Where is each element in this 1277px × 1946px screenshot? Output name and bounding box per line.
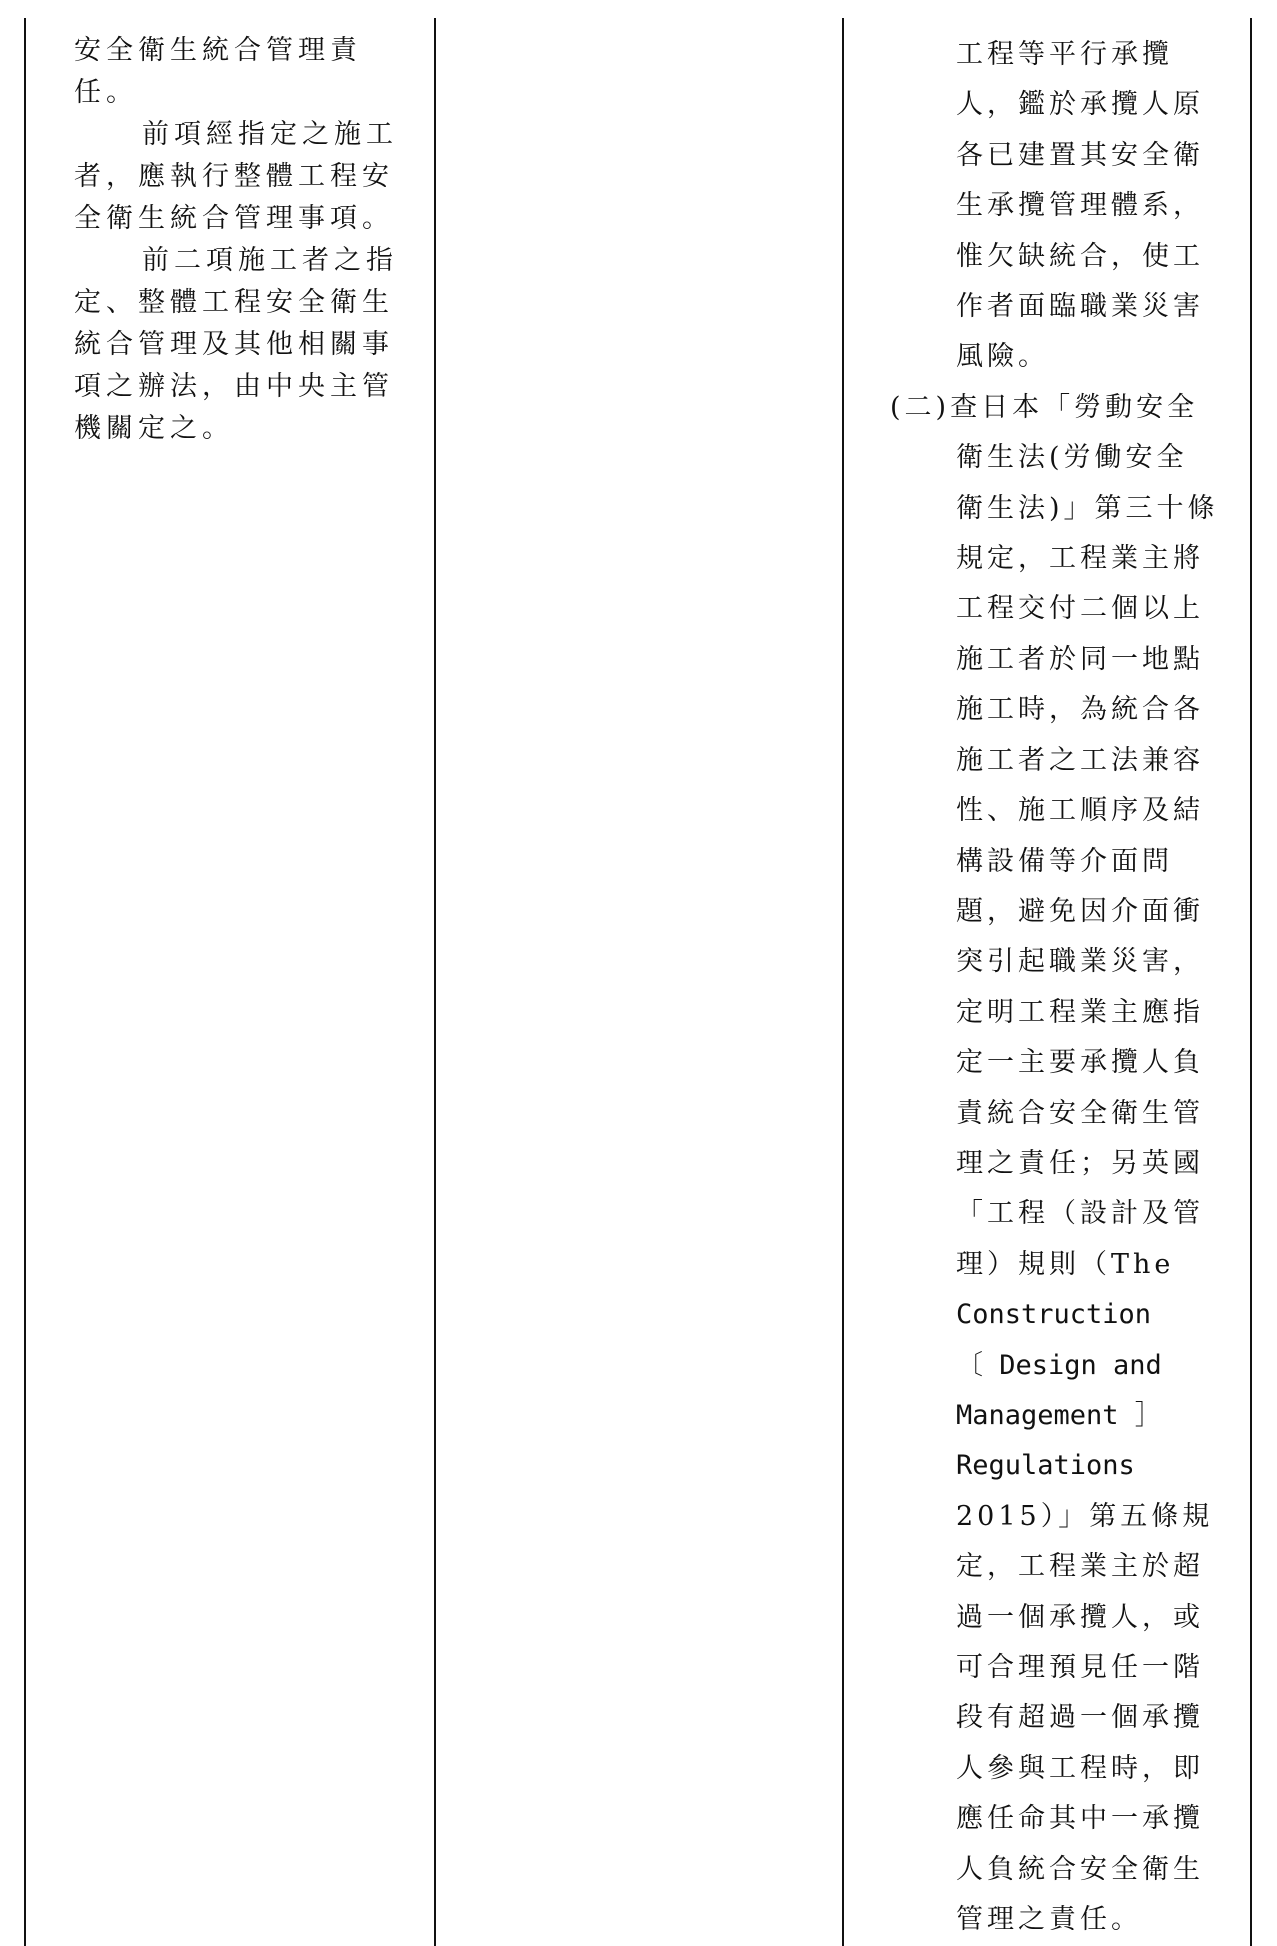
explanation-line: 風險。 bbox=[956, 341, 1049, 373]
explanation-line: 定，工程業主於超 bbox=[956, 1551, 1204, 1583]
explanation-line: 責統合安全衛生管 bbox=[956, 1097, 1204, 1129]
explanation-line: 理之責任；另英國 bbox=[956, 1147, 1204, 1179]
explanation-line: 性、施工順序及結 bbox=[956, 795, 1204, 827]
table-divider-2 bbox=[842, 18, 844, 1946]
explanation-line: 定一主要承攬人負 bbox=[956, 1047, 1204, 1079]
middle-column-empty bbox=[436, 18, 842, 1946]
explanation-line: 「工程（設計及管 bbox=[956, 1198, 1204, 1230]
explanation-line: 管理之責任。 bbox=[956, 1904, 1142, 1936]
article-paragraph-1: 安全衛生統合管理責任。 bbox=[74, 35, 362, 108]
explanation-line: Regulations bbox=[956, 1450, 1135, 1482]
article-paragraph-3: 前二項施工者之指定、整體工程安全衛生統合管理及其他相關事項之辦法，由中央主管機關定之。 bbox=[74, 245, 398, 444]
explanation-line: 人負統合安全衛生 bbox=[956, 1853, 1204, 1885]
explanation-line: 段有超過一個承攬 bbox=[956, 1702, 1204, 1734]
explanation-line: 人，鑑於承攬人原 bbox=[956, 89, 1204, 121]
explanation-line: 理）規則（The bbox=[956, 1248, 1175, 1280]
left-column-text bbox=[74, 30, 417, 450]
explanation-line: 施工時，為統合各 bbox=[956, 694, 1204, 726]
explanation-line: 人參與工程時，即 bbox=[956, 1752, 1204, 1784]
explanation-line: 過一個承攬人，或 bbox=[956, 1601, 1204, 1633]
explanation-line: 〔 Design and bbox=[956, 1349, 1162, 1381]
explanation-line: 應任命其中一承攬 bbox=[956, 1803, 1204, 1835]
explanation-line: Construction bbox=[956, 1299, 1152, 1331]
explanation-line: 衛生法)」第三十條 bbox=[956, 492, 1219, 524]
explanation-line: 突引起職業災害， bbox=[956, 946, 1204, 978]
explanation-line: 衛生法(労働安全 bbox=[956, 442, 1188, 474]
explanation-line: 各已建置其安全衛 bbox=[956, 139, 1204, 171]
explanation-line: 工程等平行承攬 bbox=[956, 39, 1173, 70]
explanation-line: 規定，工程業主將 bbox=[956, 543, 1204, 575]
table-border-left bbox=[24, 18, 26, 1946]
explanation-line: 工程交付二個以上 bbox=[956, 593, 1204, 625]
article-paragraph-2: 前項經指定之施工者，應執行整體工程安全衛生統合管理事項。 bbox=[74, 119, 398, 234]
explanation-item-heading: (二)查日本「勞動安全 bbox=[890, 391, 1199, 423]
explanation-line: 可合理預見任一階 bbox=[956, 1652, 1204, 1683]
explanation-line: 作者面臨職業災害 bbox=[956, 291, 1204, 323]
explanation-line: 施工者之工法兼容 bbox=[956, 744, 1204, 776]
explanation-line: 生承攬管理體系， bbox=[956, 190, 1204, 222]
explanation-line: 施工者於同一地點 bbox=[956, 643, 1204, 675]
explanation-line: 題，避免因介面衝 bbox=[956, 895, 1204, 927]
explanation-line: Management ］ bbox=[956, 1399, 1162, 1431]
explanation-line: 定明工程業主應指 bbox=[956, 996, 1204, 1028]
right-column-text bbox=[890, 30, 1240, 1945]
explanation-line: 惟欠缺統合，使工 bbox=[956, 240, 1204, 272]
explanation-line: 2015）」第五條規 bbox=[956, 1500, 1214, 1532]
table-border-right bbox=[1250, 18, 1252, 1946]
explanation-line: 構設備等介面問 bbox=[956, 845, 1173, 877]
